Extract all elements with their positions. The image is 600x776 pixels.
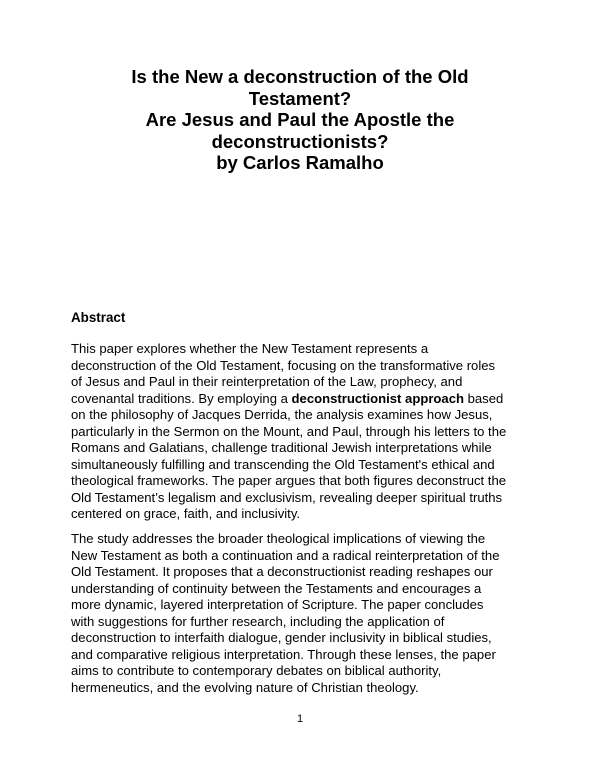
abstract-paragraph-1 [71, 341, 541, 523]
paragraph-line: particularly in the Sermon on the Mount, and Paul, through his letters to the [71, 423, 507, 439]
line-text: covenantal traditions. By employing a [71, 390, 292, 406]
paragraph-line: The study addresses the broader theological implications of viewing the [71, 531, 486, 546]
title-line: Is the New a deconstruction of the Old [131, 66, 469, 87]
page-number: 1 [296, 713, 304, 725]
paragraph-line: understanding of continuity between the Testaments and encourages a [71, 580, 482, 596]
paragraph-line: Old Testament’s legalism and exclusivism, revealing deeper spiritual truths [71, 489, 503, 505]
paragraph-line: This paper explores whether the New Testament represents a [71, 341, 429, 356]
paragraph-line: centered on grace, faith, and inclusivity. [71, 506, 301, 521]
paragraph-line: New Testament as both a continuation and a radical reinterpretation of the [71, 547, 500, 563]
paragraph-line: theological frameworks. The paper argues that both figures deconstruct the [71, 473, 507, 488]
abstract-heading: Abstract [71, 310, 126, 325]
title-line: Are Jesus and Paul the Apostle the [145, 109, 455, 130]
paragraph-line: Old Testament. It proposes that a deconstructionist reading reshapes our [71, 564, 493, 579]
paper-title [60, 66, 540, 174]
abstract-paragraph-2 [71, 531, 541, 696]
line-text: based [463, 390, 504, 406]
paragraph-line: and comparative religious interpretation. Through these lenses, the paper [71, 646, 496, 662]
paragraph-line: simultaneously fulfilling and transcending the Old Testament's ethical and [71, 456, 495, 472]
paragraph-line: with suggestions for further research, including the application of [71, 613, 445, 629]
paragraph-line: hermeneutics, and the evolving nature of Christian theology. [71, 679, 419, 695]
paragraph-line: on the philosophy of Jacques Derrida, the analysis examines how Jesus, [71, 407, 493, 422]
author-byline: by Carlos Ramalho [216, 152, 384, 173]
paragraph-line: more dynamic, layered interpretation of Scripture. The paper concludes [71, 597, 484, 612]
bold-term: deconstructionist approach [291, 390, 464, 406]
title-line: deconstructionists? [211, 130, 389, 152]
paragraph-line: aims to contribute to contemporary debates on biblical authority, [71, 663, 442, 678]
paragraph-line: Romans and Galatians, challenge traditional Jewish interpretations while [71, 440, 492, 455]
title-line: Testament? [248, 87, 352, 109]
paragraph-line: deconstruction of the Old Testament, focusing on the transformative roles [71, 357, 496, 373]
paragraph-line: deconstruction to interfaith dialogue, gender inclusivity in biblical studies, [71, 630, 492, 645]
paragraph-line [71, 391, 541, 408]
paragraph-line: of Jesus and Paul in their reinterpretation of the Law, prophecy, and [71, 374, 463, 389]
